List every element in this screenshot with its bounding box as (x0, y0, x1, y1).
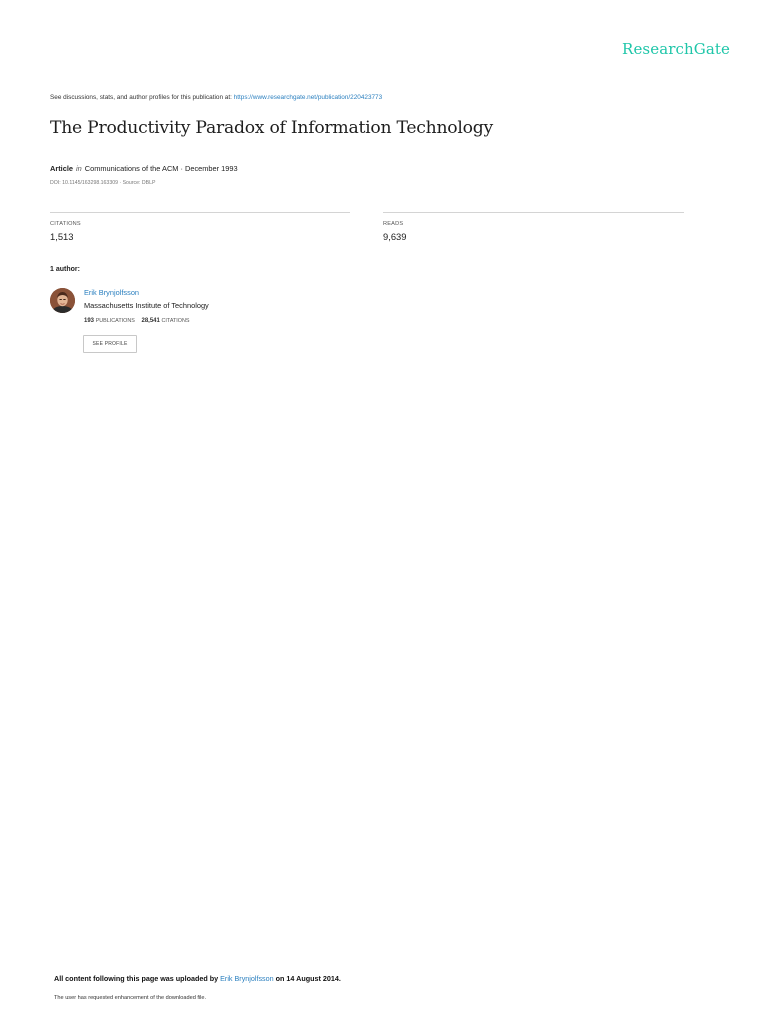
author-avatar[interactable] (50, 288, 75, 313)
author-institution: Massachusetts Institute of Technology (84, 301, 209, 310)
citations-label: CITATIONS (50, 221, 81, 227)
publication-meta (50, 164, 238, 173)
upload-suffix: on 14 August 2014. (273, 974, 341, 983)
publication-title: The Productivity Paradox of Information Technology (50, 118, 493, 138)
author-photo (50, 288, 75, 313)
upload-note (54, 974, 341, 983)
author-name-link[interactable]: Erik Brynjolfsson (84, 288, 140, 297)
journal-date: Communications of the ACM · December 1993 (84, 164, 238, 173)
researchgate-logo[interactable]: ResearchGate (622, 40, 730, 58)
author-stats (84, 318, 189, 324)
citations-value: 1,513 (50, 231, 74, 242)
citations-divider (50, 212, 350, 213)
author-citations-count: 28,541 (141, 318, 160, 324)
in-word: in (76, 164, 82, 173)
see-profile-button[interactable]: SEE PROFILE (83, 335, 137, 353)
authors-heading: 1 author: (50, 266, 80, 273)
doi-source: DOI: 10.1145/163298.163309 · Source: DBLP (50, 180, 156, 186)
author-publications-count: 193 (84, 318, 95, 324)
discussion-line (50, 94, 382, 101)
reads-label: READS (383, 221, 404, 227)
enhancement-note: The user has requested enhancement of the downloaded file. (54, 995, 207, 1001)
discussion-prefix: See discussions, stats, and author profiles for this publication at: (50, 94, 234, 101)
reads-divider (383, 212, 684, 213)
upload-prefix: All content following this page was uploaded by (54, 974, 221, 983)
reads-value: 9,639 (383, 231, 407, 242)
publication-type: Article (50, 164, 74, 173)
publication-url-link[interactable]: https://www.researchgate.net/publication/220423773 (233, 94, 383, 101)
uploader-link[interactable]: Erik Brynjolfsson (220, 974, 274, 983)
author-publications-label: PUBLICATIONS (95, 318, 135, 324)
author-citations-label: CITATIONS (161, 318, 190, 324)
